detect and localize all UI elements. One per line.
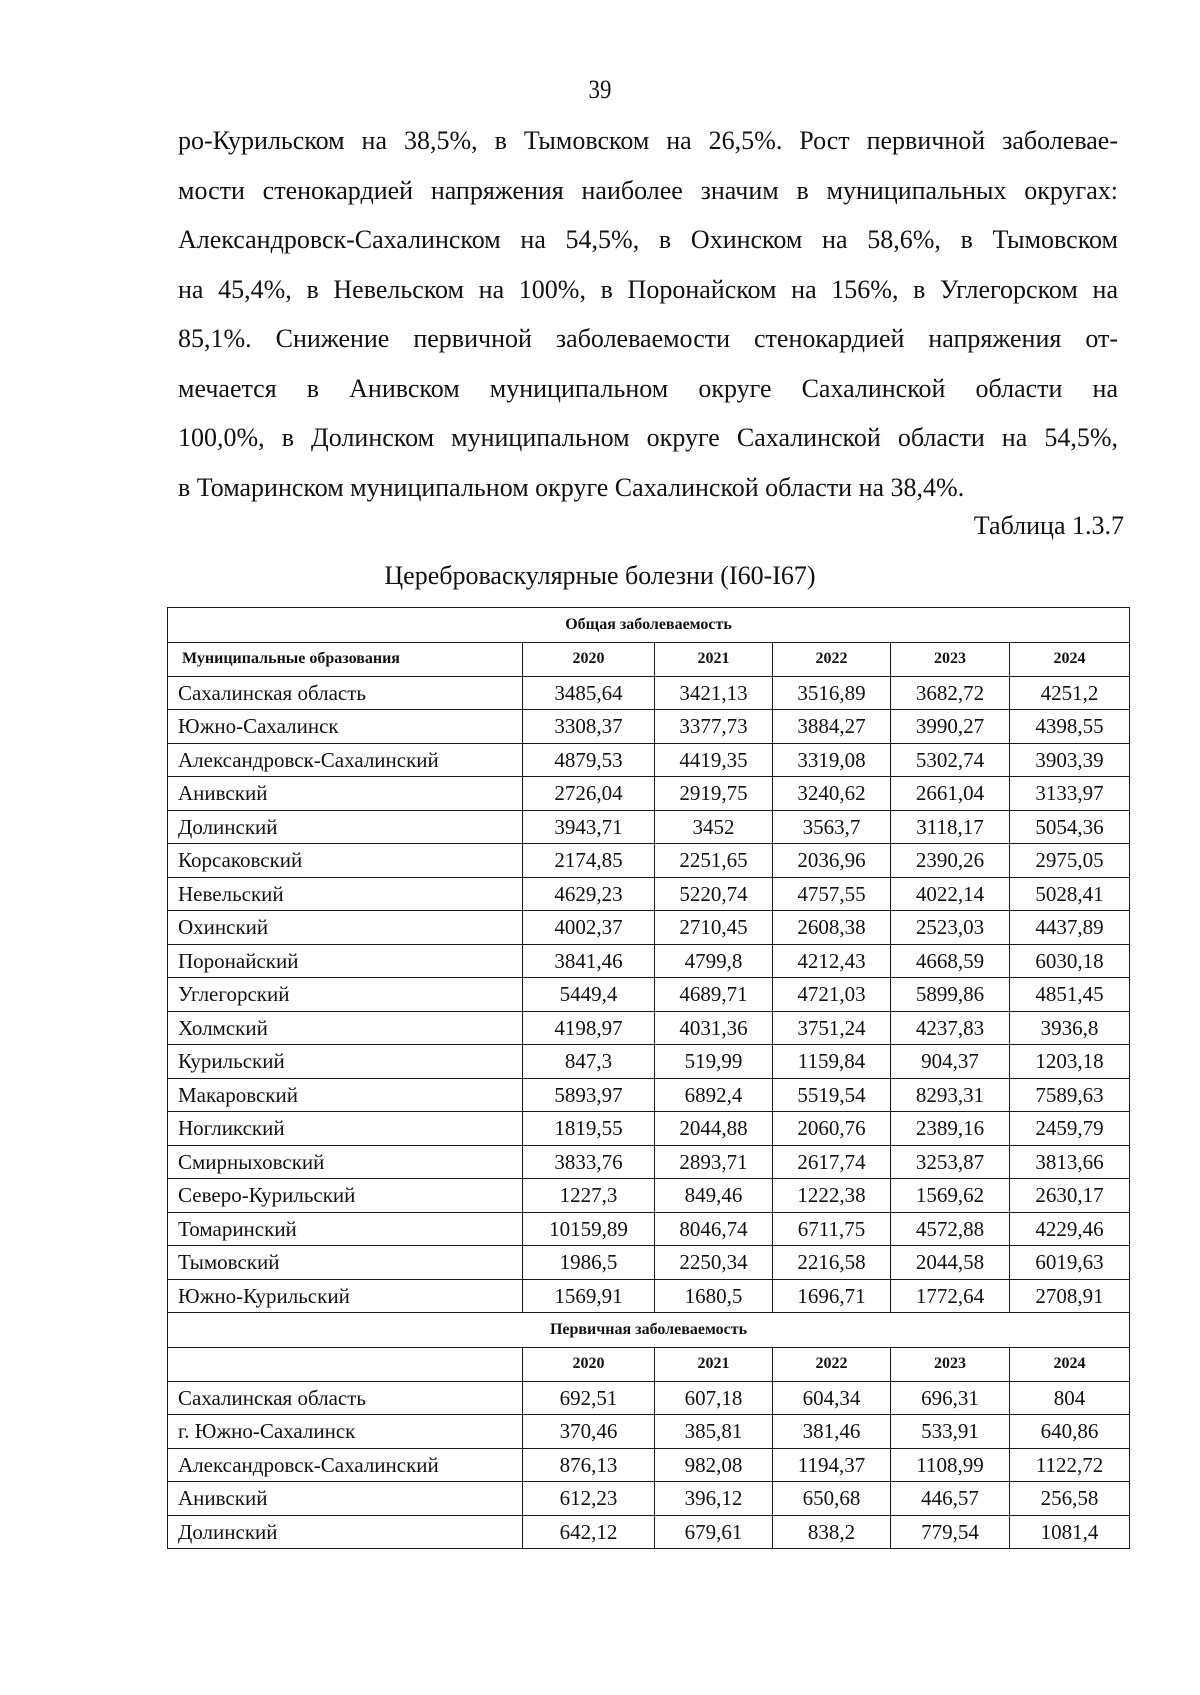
section-title: Общая заболеваемость: [168, 608, 1130, 643]
rate-value: 8293,31: [891, 1078, 1010, 1112]
municipality-name: Холмский: [168, 1011, 523, 1045]
municipality-name: Углегорский: [168, 978, 523, 1012]
rate-value: 3751,24: [773, 1011, 891, 1045]
rate-value: 6711,75: [773, 1212, 891, 1246]
rate-value: 3377,73: [655, 710, 773, 744]
table-row: [168, 1145, 1130, 1179]
rate-value: 533,91: [891, 1415, 1010, 1449]
municipality-name: Курильский: [168, 1045, 523, 1079]
rate-value: 4879,53: [523, 743, 655, 777]
rate-value: 4437,89: [1010, 911, 1130, 945]
rate-value: 2893,71: [655, 1145, 773, 1179]
paragraph-line: на 45,4%, в Невельском на 100%, в Поронайском на 156%, в Углегорском на: [178, 274, 1118, 304]
rate-value: 640,86: [1010, 1415, 1130, 1449]
column-header-municipality: [168, 1348, 523, 1382]
column-header-municipality: Муниципальные образования: [168, 643, 523, 677]
rate-value: 3682,72: [891, 676, 1010, 710]
rate-value: 650,68: [773, 1482, 891, 1516]
rate-value: 2044,88: [655, 1112, 773, 1146]
municipality-name: Невельский: [168, 877, 523, 911]
table-row: [168, 743, 1130, 777]
table-row: [168, 1045, 1130, 1079]
table-row: [168, 1179, 1130, 1213]
rate-value: 3240,62: [773, 777, 891, 811]
rate-value: 1986,5: [523, 1246, 655, 1280]
rate-value: 2710,45: [655, 911, 773, 945]
rate-value: 2726,04: [523, 777, 655, 811]
rate-value: 3516,89: [773, 676, 891, 710]
municipality-name: Южно-Сахалинск: [168, 710, 523, 744]
rate-value: 2390,26: [891, 844, 1010, 878]
municipality-name: г. Южно-Сахалинск: [168, 1415, 523, 1449]
rate-value: 692,51: [523, 1381, 655, 1415]
paragraph-line: 100,0%, в Долинском муниципальном округе Сахалинской области на 54,5%,: [178, 423, 1118, 452]
column-header-year: 2020: [523, 1348, 655, 1382]
rate-value: 4031,36: [655, 1011, 773, 1045]
rate-value: 6030,18: [1010, 944, 1130, 978]
section-title: Первичная заболеваемость: [168, 1313, 1130, 1348]
column-header-year: 2023: [891, 643, 1010, 677]
section-title-row: [168, 1313, 1130, 1348]
rate-value: 679,61: [655, 1515, 773, 1549]
rate-value: 3563,7: [773, 810, 891, 844]
rate-value: 642,12: [523, 1515, 655, 1549]
rate-value: 904,37: [891, 1045, 1010, 1079]
rate-value: 612,23: [523, 1482, 655, 1516]
rate-value: 3421,13: [655, 676, 773, 710]
rate-value: 5028,41: [1010, 877, 1130, 911]
paragraph-line: в Томаринском муниципальном округе Сахалинской области на 38,4%.: [178, 472, 965, 502]
rate-value: 604,34: [773, 1381, 891, 1415]
table-row: [168, 1482, 1130, 1516]
rate-value: 1227,3: [523, 1179, 655, 1213]
municipality-name: Ногликский: [168, 1112, 523, 1146]
table-row: [168, 1279, 1130, 1313]
rate-value: 3133,97: [1010, 777, 1130, 811]
municipality-name: Северо-Курильский: [168, 1179, 523, 1213]
municipality-name: Поронайский: [168, 944, 523, 978]
paragraph-line: мости стенокардией напряжения наиболее значим в муниципальных округах:: [178, 175, 1118, 205]
rate-value: 1772,64: [891, 1279, 1010, 1313]
municipality-name: Южно-Курильский: [168, 1279, 523, 1313]
table-row: [168, 810, 1130, 844]
rate-value: 2708,91: [1010, 1279, 1130, 1313]
table-row: [168, 676, 1130, 710]
rate-value: 10159,89: [523, 1212, 655, 1246]
paragraph-line: 85,1%. Снижение первичной заболеваемости стенокардией напряжения от-: [178, 324, 1118, 353]
rate-value: 5302,74: [891, 743, 1010, 777]
column-header-year: 2020: [523, 643, 655, 677]
rate-value: 2060,76: [773, 1112, 891, 1146]
table-row: [168, 978, 1130, 1012]
rate-value: 6019,63: [1010, 1246, 1130, 1280]
table-row: [168, 1011, 1130, 1045]
rate-value: 6892,4: [655, 1078, 773, 1112]
rate-value: 4398,55: [1010, 710, 1130, 744]
morbidity-table: [167, 607, 1130, 1549]
page-number: 39: [588, 75, 612, 104]
rate-value: 3884,27: [773, 710, 891, 744]
rate-value: 2044,58: [891, 1246, 1010, 1280]
rate-value: 3943,71: [523, 810, 655, 844]
rate-value: 5054,36: [1010, 810, 1130, 844]
column-header-year: 2021: [655, 1348, 773, 1382]
rate-value: 5519,54: [773, 1078, 891, 1112]
municipality-name: Александровск-Сахалинский: [168, 743, 523, 777]
rate-value: 4229,46: [1010, 1212, 1130, 1246]
municipality-name: Томаринский: [168, 1212, 523, 1246]
rate-value: 5893,97: [523, 1078, 655, 1112]
column-header-year: 2024: [1010, 643, 1130, 677]
rate-value: 2216,58: [773, 1246, 891, 1280]
rate-value: 4689,71: [655, 978, 773, 1012]
table-row: [168, 1515, 1130, 1549]
table-row: [168, 1078, 1130, 1112]
rate-value: 2523,03: [891, 911, 1010, 945]
column-header-year: 2022: [773, 1348, 891, 1382]
paragraph-line: мечается в Анивском муниципальном округе Сахалинской области на: [178, 373, 1118, 403]
municipality-name: Анивский: [168, 1482, 523, 1516]
table-row: [168, 911, 1130, 945]
rate-value: 1680,5: [655, 1279, 773, 1313]
rate-value: 1122,72: [1010, 1448, 1130, 1482]
rate-value: 3485,64: [523, 676, 655, 710]
paragraph-line: Александровск-Сахалинском на 54,5%, в Охинском на 58,6%, в Тымовском: [178, 225, 1118, 254]
rate-value: 2174,85: [523, 844, 655, 878]
paragraph-line: ро-Курильском на 38,5%, в Тымовском на 26,5%. Рост первичной заболевае-: [178, 126, 1118, 155]
rate-value: 2630,17: [1010, 1179, 1130, 1213]
rate-value: 5899,86: [891, 978, 1010, 1012]
rate-value: 3841,46: [523, 944, 655, 978]
table-title: Цереброваскулярные болезни (I60-I67): [384, 561, 816, 590]
body-paragraph: [178, 116, 1118, 512]
rate-value: 4212,43: [773, 944, 891, 978]
rate-value: 804: [1010, 1381, 1130, 1415]
rate-value: 4237,83: [891, 1011, 1010, 1045]
municipality-name: Охинский: [168, 911, 523, 945]
rate-value: 3452: [655, 810, 773, 844]
rate-value: 779,54: [891, 1515, 1010, 1549]
rate-value: 3990,27: [891, 710, 1010, 744]
rate-value: 2389,16: [891, 1112, 1010, 1146]
header-row: [168, 1348, 1130, 1382]
table-row: [168, 777, 1130, 811]
municipality-name: Анивский: [168, 777, 523, 811]
rate-value: 519,99: [655, 1045, 773, 1079]
table-row: [168, 1112, 1130, 1146]
rate-value: 3936,8: [1010, 1011, 1130, 1045]
rate-value: 1819,55: [523, 1112, 655, 1146]
municipality-name: Долинский: [168, 1515, 523, 1549]
rate-value: 1569,91: [523, 1279, 655, 1313]
rate-value: 2251,65: [655, 844, 773, 878]
table-row: [168, 710, 1130, 744]
rate-value: 3253,87: [891, 1145, 1010, 1179]
rate-value: 2036,96: [773, 844, 891, 878]
rate-value: 5449,4: [523, 978, 655, 1012]
table-row: [168, 1448, 1130, 1482]
rate-value: 3319,08: [773, 743, 891, 777]
rate-value: 4251,2: [1010, 676, 1130, 710]
table-row: [168, 1212, 1130, 1246]
table-row: [168, 1246, 1130, 1280]
rate-value: 8046,74: [655, 1212, 773, 1246]
rate-value: 4668,59: [891, 944, 1010, 978]
rate-value: 4022,14: [891, 877, 1010, 911]
rate-value: 4572,88: [891, 1212, 1010, 1246]
rate-value: 982,08: [655, 1448, 773, 1482]
rate-value: 1194,37: [773, 1448, 891, 1482]
rate-value: 4851,45: [1010, 978, 1130, 1012]
rate-value: 2608,38: [773, 911, 891, 945]
table-label: Таблица 1.3.7: [973, 511, 1124, 540]
rate-value: 4757,55: [773, 877, 891, 911]
rate-value: 2250,34: [655, 1246, 773, 1280]
rate-value: 847,3: [523, 1045, 655, 1079]
rate-value: 696,31: [891, 1381, 1010, 1415]
rate-value: 396,12: [655, 1482, 773, 1516]
rate-value: 3813,66: [1010, 1145, 1130, 1179]
rate-value: 1108,99: [891, 1448, 1010, 1482]
rate-value: 876,13: [523, 1448, 655, 1482]
municipality-name: Сахалинская область: [168, 676, 523, 710]
table-row: [168, 944, 1130, 978]
rate-value: 1222,38: [773, 1179, 891, 1213]
rate-value: 2459,79: [1010, 1112, 1130, 1146]
table-body: [168, 608, 1130, 1549]
municipality-name: Макаровский: [168, 1078, 523, 1112]
table-row: [168, 844, 1130, 878]
column-header-year: 2022: [773, 643, 891, 677]
rate-value: 2661,04: [891, 777, 1010, 811]
municipality-name: Тымовский: [168, 1246, 523, 1280]
table-row: [168, 877, 1130, 911]
municipality-name: Корсаковский: [168, 844, 523, 878]
rate-value: 1203,18: [1010, 1045, 1130, 1079]
rate-value: 3308,37: [523, 710, 655, 744]
municipality-name: Александровск-Сахалинский: [168, 1448, 523, 1482]
municipality-name: Долинский: [168, 810, 523, 844]
rate-value: 2617,74: [773, 1145, 891, 1179]
rate-value: 3903,39: [1010, 743, 1130, 777]
municipality-name: Сахалинская область: [168, 1381, 523, 1415]
rate-value: 1696,71: [773, 1279, 891, 1313]
header-row: [168, 643, 1130, 677]
rate-value: 256,58: [1010, 1482, 1130, 1516]
table-row: [168, 1415, 1130, 1449]
rate-value: 385,81: [655, 1415, 773, 1449]
rate-value: 4419,35: [655, 743, 773, 777]
table-row: [168, 1381, 1130, 1415]
rate-value: 3833,76: [523, 1145, 655, 1179]
rate-value: 607,18: [655, 1381, 773, 1415]
municipality-name: Смирныховский: [168, 1145, 523, 1179]
rate-value: 1569,62: [891, 1179, 1010, 1213]
rate-value: 849,46: [655, 1179, 773, 1213]
rate-value: 4799,8: [655, 944, 773, 978]
rate-value: 4629,23: [523, 877, 655, 911]
column-header-year: 2024: [1010, 1348, 1130, 1382]
rate-value: 7589,63: [1010, 1078, 1130, 1112]
rate-value: 1081,4: [1010, 1515, 1130, 1549]
rate-value: 381,46: [773, 1415, 891, 1449]
rate-value: 446,57: [891, 1482, 1010, 1516]
rate-value: 370,46: [523, 1415, 655, 1449]
rate-value: 838,2: [773, 1515, 891, 1549]
column-header-year: 2021: [655, 643, 773, 677]
rate-value: 5220,74: [655, 877, 773, 911]
rate-value: 2919,75: [655, 777, 773, 811]
section-title-row: [168, 608, 1130, 643]
rate-value: 3118,17: [891, 810, 1010, 844]
column-header-year: 2023: [891, 1348, 1010, 1382]
rate-value: 4721,03: [773, 978, 891, 1012]
rate-value: 1159,84: [773, 1045, 891, 1079]
rate-value: 4002,37: [523, 911, 655, 945]
rate-value: 4198,97: [523, 1011, 655, 1045]
rate-value: 2975,05: [1010, 844, 1130, 878]
